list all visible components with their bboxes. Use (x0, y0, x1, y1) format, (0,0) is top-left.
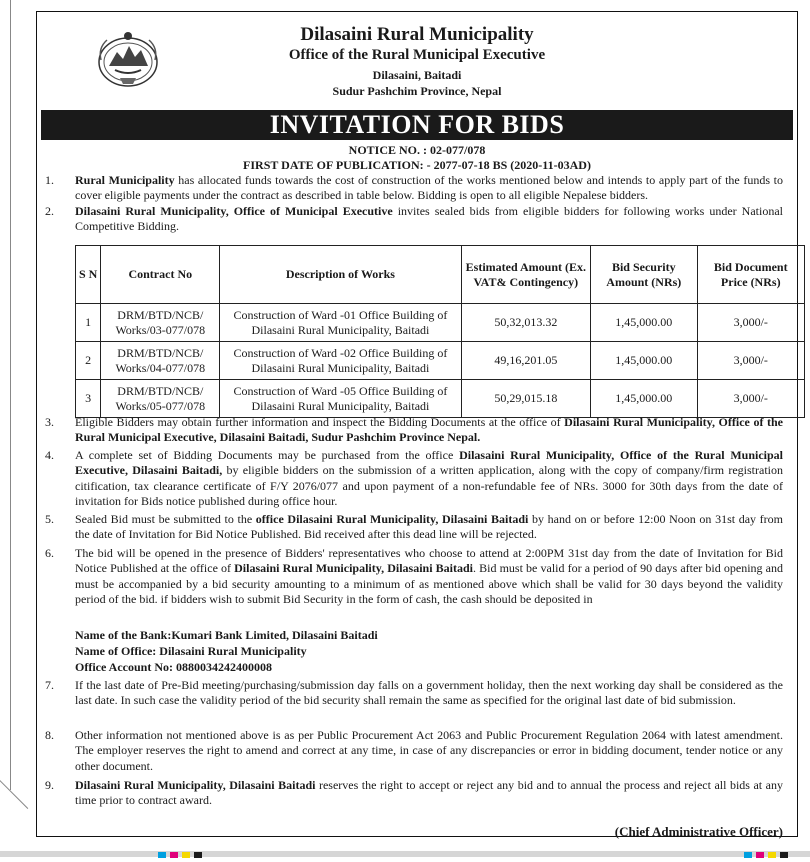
clause-8 (45, 728, 783, 774)
clause-emphasis: Dilasaini Rural Municipality, Office of the Rural Municipal Executive, Dilasaini Baitadi, (75, 448, 783, 478)
clause-emphasis: Dilasaini Rural Municipality, Dilasaini Baitadi (75, 778, 316, 792)
clause-5 (45, 512, 784, 543)
cell-security: 1,45,000.00 (591, 342, 697, 380)
clause-7 (45, 678, 783, 709)
table-row (76, 342, 805, 380)
municipality-name: Dilasaini Rural Municipality (300, 24, 534, 45)
clause-number: 4. (45, 448, 54, 462)
clause-3 (45, 415, 783, 446)
clause-number: 8. (45, 728, 54, 742)
cell-description: Construction of Ward -05 Office Building of Dilasaini Rural Municipality, Baitadi (220, 380, 461, 418)
clause-text: A complete set of Bidding Documents may be purchased from the office (75, 448, 460, 462)
clause-number: 7. (45, 678, 54, 692)
table-row (76, 380, 805, 418)
col-header-contract: Contract No (101, 246, 220, 304)
yellow-swatch (768, 852, 776, 858)
cell-estimate: 50,29,015.18 (461, 380, 591, 418)
color-registration-marks (158, 852, 202, 858)
clause-1 (45, 173, 783, 204)
page-edge-line (10, 0, 11, 790)
table-row (76, 304, 805, 342)
col-header-estimate: Estimated Amount (Ex. VAT& Contingency) (461, 246, 591, 304)
invitation-banner: INVITATION FOR BIDS (41, 110, 793, 140)
clause-text-cont: by hand on or before 12:00 Noon on 31st day from the date of Invitation for Bid Notice Published. Bid received after this dead line will be rejected. (75, 512, 784, 542)
clause-text: reserves the right to accept or reject any bid and to annual the process and reject all bids at any time prior to contract award. (75, 778, 783, 808)
notice-frame (36, 11, 798, 837)
clause-number: 3. (45, 415, 54, 429)
black-swatch (194, 852, 202, 858)
cell-contract: DRM/BTD/NCB/ Works/05-077/078 (101, 380, 220, 418)
province-name: Sudur Pashchim Province, Nepal (332, 84, 502, 98)
clause-4 (45, 448, 783, 510)
bank-office-name: Name of Office: Dilasaini Rural Municipality (75, 644, 307, 658)
cell-security: 1,45,000.00 (591, 380, 697, 418)
clause-text: If the last date of Pre-Bid meeting/purchasing/submission day falls on a government holiday, then the next working day shall be considered as the last date. In such case the validity period of the bid security shall remain the same as specified for the original last date of bid submission. (75, 678, 783, 708)
publication-date: FIRST DATE OF PUBLICATION: - 2077-07-18 BS (2020-11-03AD) (243, 158, 591, 172)
clause-text: has allocated funds towards the cost of construction of the works mentioned below and intends to apply part of the funds to cover eligible payments under the contract as described in table below. Bidding is open to all eligible Nepalese bidders. (75, 173, 783, 203)
clause-text-cont: by eligible bidders on the submission of a written application, along with the copy of company/firm registration citification, tax clearance certificate of F/Y 2076/077 and upon payment of a non-refundable fee of NRs. 3000 for 30th days from the date of invitation for Bids notice published during office hour. (75, 463, 783, 509)
notice-number: NOTICE NO. : 02-077/078 (348, 143, 486, 157)
letterhead (37, 12, 797, 112)
cell-estimate: 49,16,201.05 (461, 342, 591, 380)
cell-price: 3,000/- (697, 342, 805, 380)
magenta-swatch (170, 852, 178, 858)
clause-emphasis: Dilasaini Rural Municipality, Office of Municipal Executive (75, 204, 393, 218)
color-registration-marks-right (744, 852, 788, 858)
cell-description: Construction of Ward -01 Office Building of Dilasaini Rural Municipality, Baitadi (220, 304, 461, 342)
cell-contract: DRM/BTD/NCB/ Works/04-077/078 (101, 342, 220, 380)
clause-number: 2. (45, 204, 54, 218)
col-header-sn: S N (76, 246, 101, 304)
clause-text: Sealed Bid must be submitted to the (75, 512, 256, 526)
clause-emphasis: office Dilasaini Rural Municipality, Dilasaini Baitadi (255, 512, 529, 526)
page-edge-fold (0, 780, 28, 837)
clause-number: 1. (45, 173, 54, 187)
cell-sn: 1 (76, 304, 101, 342)
magenta-swatch (756, 852, 764, 858)
clause-text-cont: . Bid must be valid for a period of 90 days after bid opening and must be accompanied by a bid security amounting to a minimum of as mentioned above which shall be valid for 30 days beyond the validity period of the bid. if bidders wish to submit Bid Security in the form of cash, the cash should be deposited in (75, 561, 783, 607)
cell-security: 1,45,000.00 (591, 304, 697, 342)
clause-text: The bid will be opened in the presence of Bidders' representatives who choose to attend at 2:00PM 31st day from the date of Invitation for Bid Notice Published at the office of (75, 546, 783, 576)
cell-description: Construction of Ward -02 Office Building of Dilasaini Rural Municipality, Baitadi (220, 342, 461, 380)
cell-price: 3,000/- (697, 380, 805, 418)
col-header-description: Description of Works (220, 246, 461, 304)
clause-emphasis: Dilasaini Rural Municipality, Office of the Rural Municipal Executive, Dilasaini Baitadi, Sudur Pashchim Province Nepal. (75, 415, 783, 445)
cyan-swatch (744, 852, 752, 858)
signature-title: (Chief Administrative Officer) (614, 824, 783, 839)
col-header-security: Bid Security Amount (NRs) (591, 246, 697, 304)
col-header-price: Bid Document Price (NRs) (697, 246, 805, 304)
cell-contract: DRM/BTD/NCB/ Works/03-077/078 (101, 304, 220, 342)
office-address: Dilasaini, Baitadi (372, 68, 462, 82)
cell-sn: 2 (76, 342, 101, 380)
clause-text: Other information not mentioned above is as per Public Procurement Act 2063 and Public Procurement Regulation 2064 with latest amendment. The employer reserves the right to amend and correct at any time, in case of any discrepancies or error in bidding document, tender notice or any other document. (75, 728, 783, 773)
print-footer-bar (0, 851, 810, 857)
clause-text: Eligible Bidders may obtain further information and inspect the Bidding Documents at the office of (75, 415, 565, 429)
office-name: Office of the Rural Municipal Executive (288, 47, 546, 63)
cell-sn: 3 (76, 380, 101, 418)
cyan-swatch (158, 852, 166, 858)
clause-emphasis: Rural Municipality (75, 173, 175, 187)
clause-2 (45, 204, 783, 235)
black-swatch (780, 852, 788, 858)
clause-number: 5. (45, 512, 54, 526)
clause-number: 6. (45, 546, 54, 560)
bank-name: Name of the Bank:Kumari Bank Limited, Dilasaini Baitadi (75, 628, 378, 642)
clause-emphasis: Dilasaini Rural Municipality, Dilasaini Baitadi (234, 561, 474, 576)
clause-9 (45, 778, 783, 809)
clause-6 (45, 546, 783, 608)
clause-text: invites sealed bids from eligible bidders for following works under National Competitive Bidding. (75, 204, 783, 234)
works-table (75, 245, 805, 418)
yellow-swatch (182, 852, 190, 858)
clause-number: 9. (45, 778, 54, 792)
table-header-row (76, 246, 805, 304)
cell-estimate: 50,32,013.32 (461, 304, 591, 342)
bank-account: Office Account No: 0880034242400008 (75, 660, 272, 674)
cell-price: 3,000/- (697, 304, 805, 342)
